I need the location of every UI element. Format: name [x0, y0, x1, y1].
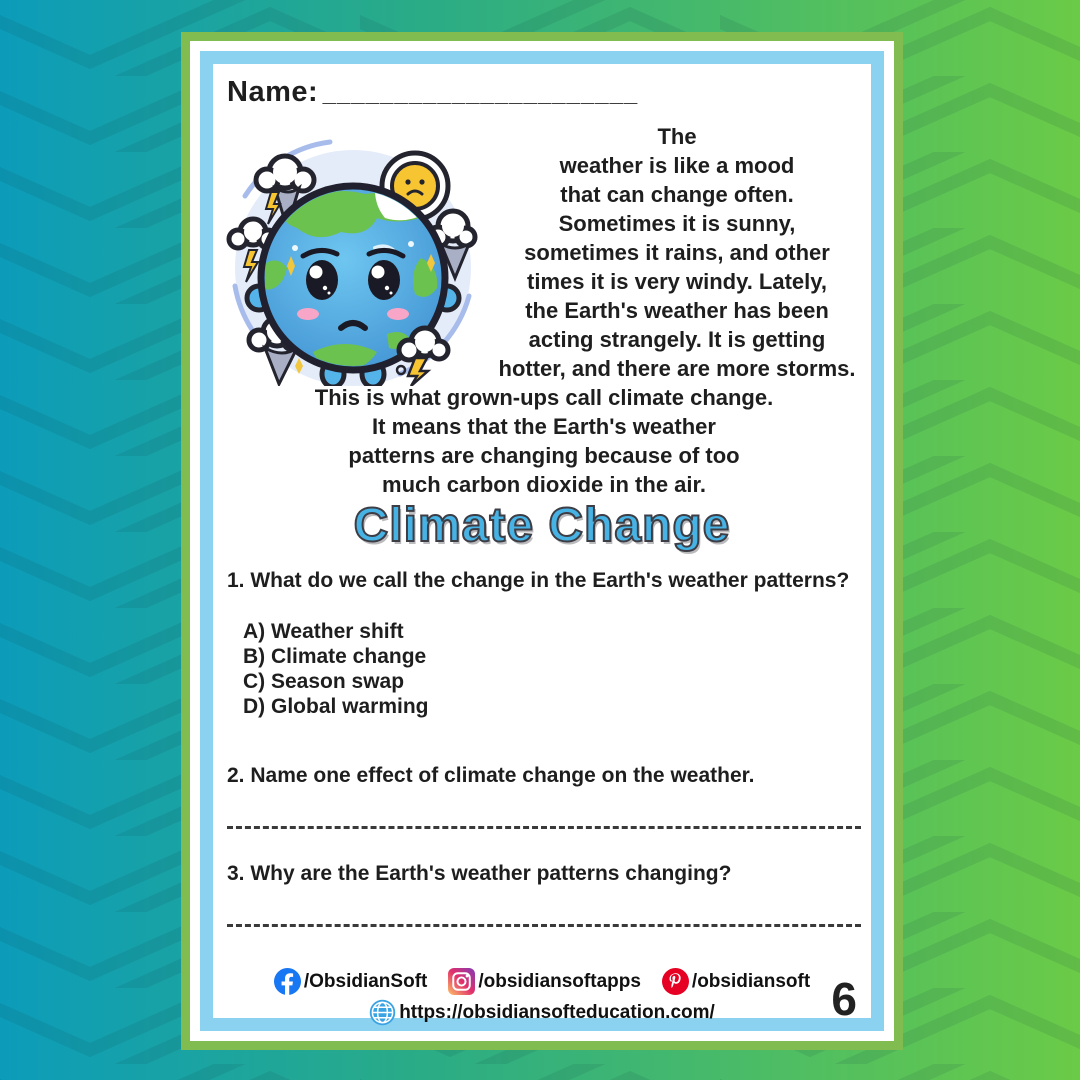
reading-passage: [219, 122, 869, 499]
footer: [213, 966, 871, 1028]
pinterest-link[interactable]: [662, 968, 810, 995]
passage-line: hotter, and there are more storms.: [498, 356, 856, 381]
globe-icon: [369, 999, 396, 1026]
card-white-frame: [190, 41, 894, 1041]
passage-line: acting strangely. It is getting: [528, 327, 826, 352]
answer-line-2[interactable]: [227, 826, 861, 829]
worksheet-content: [213, 64, 871, 1025]
website-row: [213, 997, 871, 1028]
worksheet-title: Climate Change: [353, 499, 731, 552]
passage-line: the Earth's weather has been: [525, 298, 829, 323]
name-row: [227, 76, 638, 109]
passage-line: Sometimes it is sunny,: [558, 211, 796, 236]
instagram-link[interactable]: [448, 968, 641, 995]
passage-line: weather is like a mood: [559, 153, 795, 178]
question-2: 2. Name one effect of climate change on the weather.: [227, 764, 755, 787]
passage-line: This is what grown-ups call climate change.: [314, 385, 774, 410]
instagram-handle: /obsidiansoftapps: [478, 970, 641, 992]
page-number: 6: [831, 973, 857, 1025]
question-1: 1. What do we call the change in the Earth's weather patterns?: [227, 569, 850, 592]
passage-line: that can change often.: [560, 182, 794, 207]
passage-line: much carbon dioxide in the air.: [382, 472, 706, 497]
facebook-link[interactable]: [274, 968, 428, 995]
option-d[interactable]: D) Global warming: [243, 695, 429, 718]
social-links-row: [213, 966, 871, 997]
pinterest-handle: /obsidiansoft: [691, 970, 811, 992]
facebook-handle: /ObsidianSoft: [303, 970, 428, 992]
option-b[interactable]: B) Climate change: [243, 645, 427, 668]
name-label: Name:: [227, 76, 319, 108]
passage-line: sometimes it rains, and other: [524, 240, 830, 265]
answer-line-3[interactable]: [227, 924, 861, 927]
passage-line: The: [657, 124, 697, 149]
pinterest-icon: [662, 968, 689, 995]
instagram-icon: [448, 968, 475, 995]
question-3: 3. Why are the Earth's weather patterns changing?: [227, 862, 732, 885]
worksheet-card: [181, 32, 903, 1050]
passage-line: times it is very windy. Lately,: [527, 269, 827, 294]
passage-full-width: [219, 383, 869, 499]
website-url: https://obsidiansofteducation.com/: [399, 1001, 715, 1023]
website-link[interactable]: [369, 999, 715, 1026]
name-fill-in-line[interactable]: ______________________: [322, 80, 639, 107]
option-c[interactable]: C) Season swap: [243, 670, 405, 693]
question-1-options: [243, 619, 429, 719]
passage-line: It means that the Earth's weather: [372, 414, 716, 439]
facebook-icon: [274, 968, 301, 995]
passage-line: patterns are changing because of too: [348, 443, 740, 468]
passage-beside-image: [219, 122, 869, 383]
card-blue-frame: [200, 51, 884, 1031]
option-a[interactable]: A) Weather shift: [243, 620, 404, 643]
